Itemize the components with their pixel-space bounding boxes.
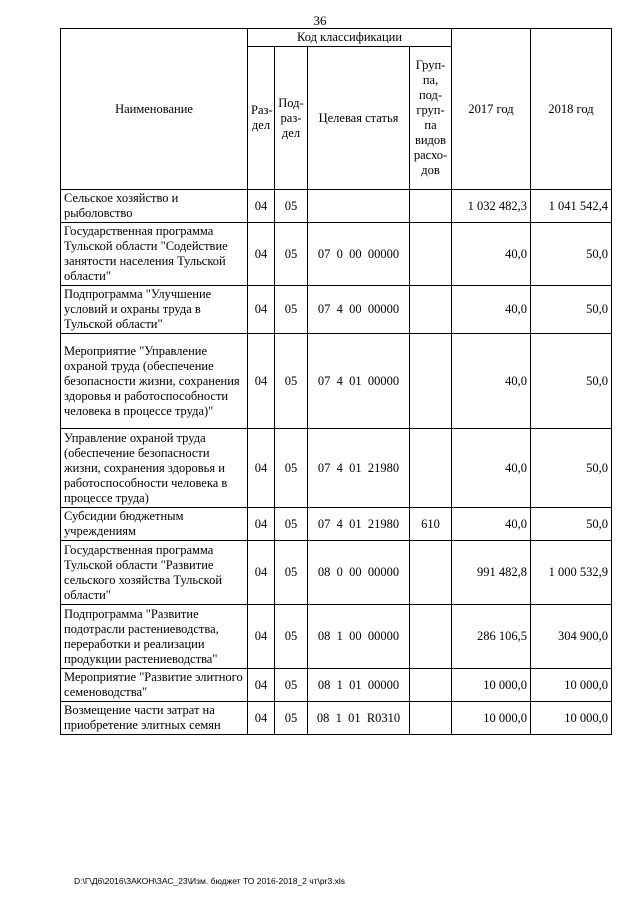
row-target-article: 07 4 01 21980 [308, 508, 410, 541]
row-podrazdel: 05 [275, 286, 308, 334]
row-value-2018: 304 900,0 [531, 605, 612, 669]
row-podrazdel: 05 [275, 605, 308, 669]
row-value-2017: 10 000,0 [452, 702, 531, 735]
row-value-2018: 10 000,0 [531, 669, 612, 702]
row-podrazdel: 05 [275, 508, 308, 541]
row-razdel: 04 [248, 190, 275, 223]
row-name: Возмещение части затрат на приобретение элитных семян [61, 702, 248, 735]
row-name: Подпрограмма "Улучшение условий и охраны труда в Тульской области" [61, 286, 248, 334]
row-razdel: 04 [248, 508, 275, 541]
file-path-footer: D:\Г\Д6\2016\ЗАКОН\ЗАС_23\Изм. бюджет ТО 2016-2018_2 чт\pr3.xls [74, 876, 345, 886]
row-razdel: 04 [248, 223, 275, 286]
row-podrazdel: 05 [275, 702, 308, 735]
table-row [61, 702, 612, 735]
header-expense-group [410, 47, 452, 190]
row-value-2017: 40,0 [452, 508, 531, 541]
row-podrazdel: 05 [275, 541, 308, 605]
row-name: Подпрограмма "Развитие подотрасли растениеводства, переработки и реализации продукции растениеводства" [61, 605, 248, 669]
table-row [61, 223, 612, 286]
row-podrazdel: 05 [275, 190, 308, 223]
row-value-2017: 40,0 [452, 223, 531, 286]
header-name: Наименование [61, 29, 248, 190]
page-number: 36 [313, 13, 327, 28]
row-razdel: 04 [248, 541, 275, 605]
header-year-2017: 2017 год [452, 29, 531, 190]
table-row [61, 541, 612, 605]
row-expense-group [410, 286, 452, 334]
header-section [248, 47, 275, 190]
table-row [61, 429, 612, 508]
header-subsection-label: Под- раз- дел [278, 95, 304, 140]
row-value-2018: 50,0 [531, 286, 612, 334]
budget-table [60, 28, 612, 735]
row-expense-group [410, 429, 452, 508]
row-expense-group [410, 334, 452, 429]
row-name: Государственная программа Тульской области "Содействие занятости населения Тульской области" [61, 223, 248, 286]
row-value-2017: 991 482,8 [452, 541, 531, 605]
table-row [61, 286, 612, 334]
row-value-2018: 10 000,0 [531, 702, 612, 735]
row-expense-group [410, 669, 452, 702]
header-target-article: Целевая статья [308, 47, 410, 190]
row-target-article: 08 0 00 00000 [308, 541, 410, 605]
row-target-article: 08 1 00 00000 [308, 605, 410, 669]
row-razdel: 04 [248, 605, 275, 669]
row-value-2017: 40,0 [452, 429, 531, 508]
row-razdel: 04 [248, 334, 275, 429]
row-value-2018: 50,0 [531, 334, 612, 429]
table-row [61, 334, 612, 429]
row-expense-group [410, 223, 452, 286]
row-target-article: 08 1 01 00000 [308, 669, 410, 702]
header-year-2018: 2018 год [531, 29, 612, 190]
row-value-2017: 1 032 482,3 [452, 190, 531, 223]
header-code-group: Код классификации [248, 29, 452, 47]
row-value-2018: 1 041 542,4 [531, 190, 612, 223]
row-target-article [308, 190, 410, 223]
row-name: Субсидии бюджетным учреждениям [61, 508, 248, 541]
row-expense-group [410, 605, 452, 669]
row-expense-group [410, 190, 452, 223]
table-row [61, 508, 612, 541]
row-name: Мероприятие "Управление охраной труда (обеспечение безопасности жизни, сохранения здоровья и работоспособности человека в процессе труда)" [61, 334, 248, 429]
header-section-label: Раз- дел [251, 103, 273, 132]
row-podrazdel: 05 [275, 429, 308, 508]
row-value-2017: 40,0 [452, 334, 531, 429]
row-target-article: 08 1 01 R0310 [308, 702, 410, 735]
row-value-2017: 40,0 [452, 286, 531, 334]
row-razdel: 04 [248, 286, 275, 334]
row-target-article: 07 4 00 00000 [308, 286, 410, 334]
row-target-article: 07 4 01 00000 [308, 334, 410, 429]
row-expense-group [410, 541, 452, 605]
row-razdel: 04 [248, 429, 275, 508]
row-name: Управление охраной труда (обеспечение безопасности жизни, сохранения здоровья и работоспособности человека в процессе труда) [61, 429, 248, 508]
row-value-2018: 50,0 [531, 223, 612, 286]
row-value-2018: 1 000 532,9 [531, 541, 612, 605]
table-row [61, 190, 612, 223]
row-name: Сельское хозяйство и рыболовство [61, 190, 248, 223]
row-podrazdel: 05 [275, 334, 308, 429]
row-razdel: 04 [248, 669, 275, 702]
row-name: Государственная программа Тульской области "Развитие сельского хозяйства Тульской области" [61, 541, 248, 605]
row-target-article: 07 4 01 21980 [308, 429, 410, 508]
header-subsection [275, 47, 308, 190]
row-podrazdel: 05 [275, 223, 308, 286]
row-target-article: 07 0 00 00000 [308, 223, 410, 286]
row-value-2018: 50,0 [531, 508, 612, 541]
row-expense-group: 610 [410, 508, 452, 541]
row-name: Мероприятие "Развитие элитного семеноводства" [61, 669, 248, 702]
row-value-2017: 10 000,0 [452, 669, 531, 702]
row-podrazdel: 05 [275, 669, 308, 702]
row-value-2017: 286 106,5 [452, 605, 531, 669]
table-row [61, 605, 612, 669]
row-expense-group [410, 702, 452, 735]
row-razdel: 04 [248, 702, 275, 735]
table-row [61, 669, 612, 702]
row-value-2018: 50,0 [531, 429, 612, 508]
header-expense-group-label: Груп- па, под- груп- па видов расхо- дов [413, 58, 448, 177]
